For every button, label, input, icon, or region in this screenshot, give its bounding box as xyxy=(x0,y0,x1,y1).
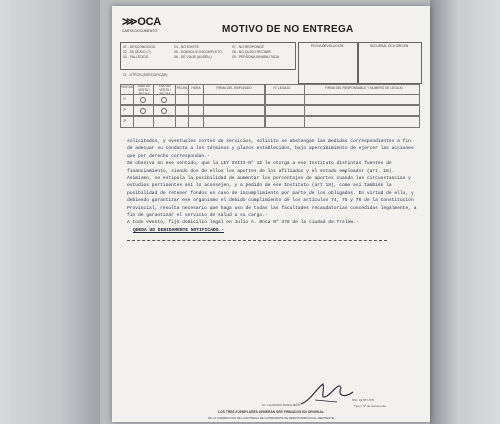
table-header: FECHA xyxy=(176,86,188,90)
visit-row-label: 2º xyxy=(123,108,127,112)
notice-body xyxy=(127,138,419,241)
reason-item: 09 - PERSONA INHABILITADA xyxy=(232,55,280,59)
column-divider xyxy=(203,84,265,128)
oca-arrow-icon: ⋙ xyxy=(122,16,138,28)
sucursal-label: SUCURSAL OCA ORIGEN xyxy=(369,44,409,48)
notification-closing: QUEDA UD DEBIDAMENTE NOTIFICADO.- xyxy=(133,227,224,233)
visit-row-label: 1º xyxy=(123,97,127,101)
brand-subtitle: CARTA DOCUMENTO xyxy=(122,29,158,33)
reason-item: 07 - NO RESPONDE xyxy=(232,45,264,49)
brand-name: OCA xyxy=(137,16,161,28)
table-header: HORA xyxy=(191,86,201,90)
table-header: FIRMA DEL RESPONSABLE Y NUMERO DE LEGAJO xyxy=(324,86,404,90)
column-divider xyxy=(265,84,305,128)
stamp-name-left: Lic. LEANDRO BURGUEÑO xyxy=(262,403,301,407)
footer-small-print: DE LA CORRECCION DE LA ENTREGA DE LA PRESENTE SE RESPONSABILIZA EL REMITENTE xyxy=(208,416,334,420)
reason-item: 05 - DOMICILIO INCOMPLETO xyxy=(174,50,222,54)
background-right xyxy=(430,0,500,424)
reason-item: 04 - NO EXISTE xyxy=(174,45,199,49)
table-header: N° LEGAJO xyxy=(273,86,291,90)
separator-line xyxy=(127,240,387,241)
oca-logo xyxy=(122,15,170,35)
other-reason-label: 11 - OTROS (ESPECIFICAR) xyxy=(123,73,168,77)
reason-item: 03 - FALLECIDO xyxy=(123,55,149,59)
body-paragraph: solicitados, y eventuales cortes de servicios, solicito se abstengan las medidas correspondientes a fin de adecuar su conducta a los términos y plazos establecidos, bajo apercibimiento de ejercer las acciones que por derecho correspondan.- xyxy=(127,139,414,159)
visit-row-label: 3º xyxy=(123,119,127,123)
handwritten-signature xyxy=(297,378,357,408)
stamp-note-right: Tipo y Nº de documento xyxy=(354,404,387,408)
reason-item: 08 - NO QUISO RECIBIR xyxy=(232,50,271,54)
body-paragraph: A todo evento, fijo domicilio legal en Julio A. Roca Nº 378 de la ciudad de Trelew.- xyxy=(127,220,359,226)
reason-item: 02 - SE MUDO (?) xyxy=(123,50,151,54)
stamp-dni-left: DNI. 34.557.579 xyxy=(352,398,374,402)
footer-notice: LOS TRES EJEMPLARES DEBERÁN SER FIRMADOS EN ORIGINAL xyxy=(218,410,324,414)
document-page xyxy=(112,6,430,422)
background-left xyxy=(0,0,100,424)
table-header: VISITAS xyxy=(121,85,133,89)
visit-checkbox[interactable] xyxy=(161,108,167,114)
table-header: FIRMA DEL EMPLEADO xyxy=(216,86,252,90)
reason-item: 01 - DESCONOCIDO xyxy=(123,45,156,49)
visit-checkbox[interactable] xyxy=(161,97,167,103)
visit-checkbox[interactable] xyxy=(140,97,146,103)
visit-checkbox[interactable] xyxy=(140,108,146,114)
reason-item: 06 - DE VIAJE (AUSEN.) xyxy=(174,55,212,59)
column-divider xyxy=(175,84,189,128)
column-divider xyxy=(133,84,154,128)
table-header: DIA SIN VISITA / FECHA xyxy=(159,84,171,96)
table-header: DIAS DE VISITA / FECHA xyxy=(137,84,151,96)
form-title: MOTIVO DE NO ENTREGA xyxy=(222,24,354,35)
fecha-devolucion-label: FECHA DEVOLUCION xyxy=(310,44,344,48)
body-paragraph: Se observa en ese sentido, que la LEY XVIII-Nº 12 le otorga a ese Instituto distintas fuentes de financiamiento, siendo dos de ellos los aportes de los afiliados y el estado empleador (art. 16). Asimismo, se estipula la posibilidad de aumentar los porcentajes de aportes cuando las circunstancias y estudios pertinentes así lo aconsejen, y a pedido de ese Instituto (art 18), como así también la posibilidad de retener fondos en caso de incumplimiento por parte de los obligados. En virtud de ello, y debiendo garantizar ese organismo el debido cumplimiento de los artículos 74, 75 y 76 de la Constitución Provincial, resulta necesario que haga uso de todas las facultades recaudatorias concedidas legalmente, a fin de garantizar el servicio de salud a su cargo.- xyxy=(127,161,417,219)
